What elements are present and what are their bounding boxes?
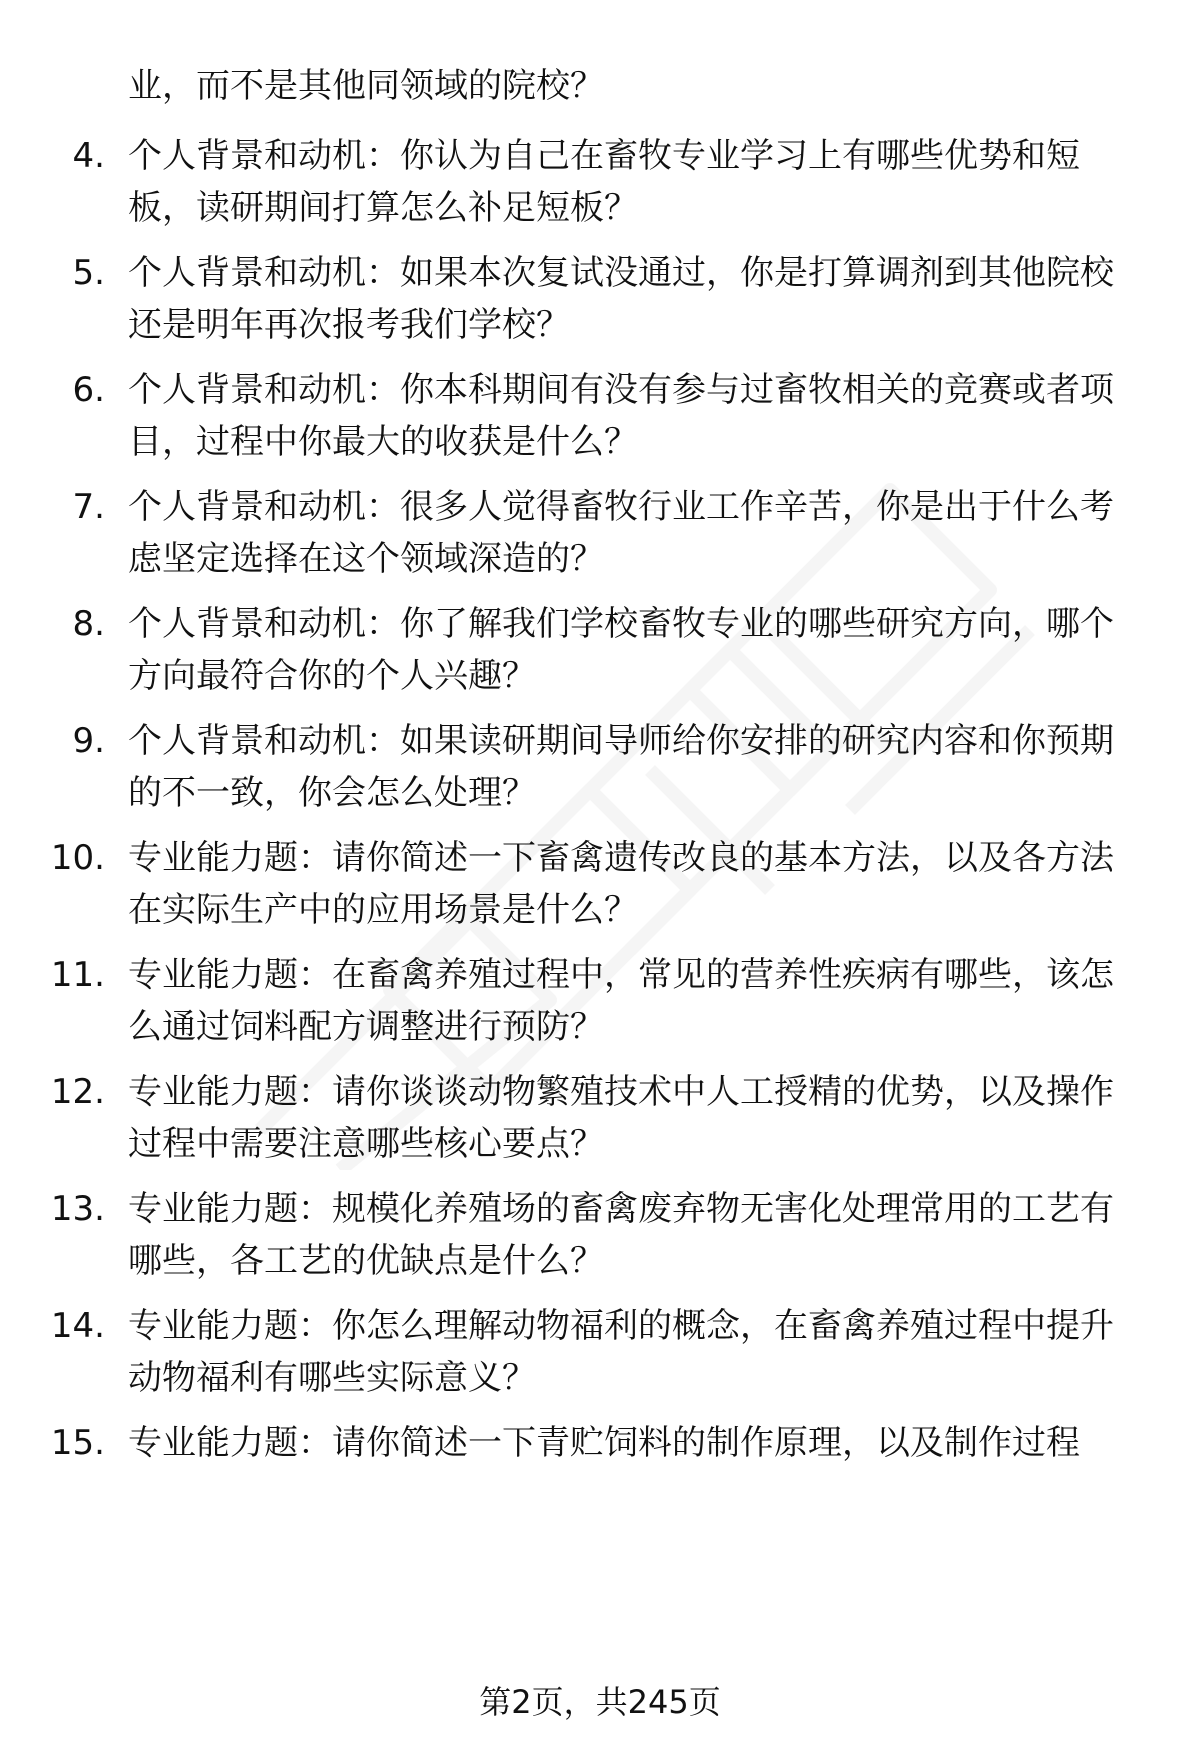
question-text: 个人背景和动机：你了解我们学校畜牧专业的哪些研究方向，哪个方向最符合你的个人兴趣？ xyxy=(128,604,1114,696)
question-number: 12. xyxy=(50,1072,105,1112)
question-number: 14. xyxy=(50,1306,105,1346)
question-number: 11. xyxy=(50,955,105,995)
question-number: 4. xyxy=(72,136,105,176)
question-text: 专业能力题：请你谈谈动物繁殖技术中人工授精的优势，以及操作过程中需要注意哪些核心要点？ xyxy=(128,1072,1114,1164)
question-text: 专业能力题：在畜禽养殖过程中，常见的营养性疾病有哪些，该怎么通过饲料配方调整进行预防？ xyxy=(128,955,1114,1047)
continuation-text: 业，而不是其他同领域的院校？ xyxy=(128,66,604,106)
question-text: 专业能力题：你怎么理解动物福利的概念，在畜禽养殖过程中提升动物福利有哪些实际意义？ xyxy=(128,1306,1114,1398)
question-text: 个人背景和动机：你本科期间有没有参与过畜牧相关的竞赛或者项目，过程中你最大的收获是什么？ xyxy=(128,370,1114,462)
question-number: 5. xyxy=(72,253,105,293)
question-text: 个人背景和动机：如果读研期间导师给你安排的研究内容和你预期的不一致，你会怎么处理？ xyxy=(128,721,1114,813)
question-number: 6. xyxy=(72,370,105,410)
question-number: 13. xyxy=(50,1189,105,1229)
question-text: 个人背景和动机：如果本次复试没通过，你是打算调剂到其他院校还是明年再次报考我们学校？ xyxy=(128,253,1114,345)
question-text: 专业能力题：规模化养殖场的畜禽废弃物无害化处理常用的工艺有哪些，各工艺的优缺点是什么？ xyxy=(128,1189,1114,1281)
question-number: 8. xyxy=(72,604,105,644)
question-number: 15. xyxy=(50,1423,105,1463)
question-number: 9. xyxy=(72,721,105,761)
question-text: 个人背景和动机：很多人觉得畜牧行业工作辛苦，你是出于什么考虑坚定选择在这个领域深造的？ xyxy=(128,487,1114,579)
question-text: 专业能力题：请你简述一下青贮饲料的制作原理，以及制作过程 xyxy=(128,1423,1080,1463)
question-number: 10. xyxy=(50,838,105,878)
question-text: 专业能力题：请你简述一下畜禽遗传改良的基本方法，以及各方法在实际生产中的应用场景是什么？ xyxy=(128,838,1114,930)
page-footer: 第2页，共245页 xyxy=(479,1683,721,1721)
question-text: 个人背景和动机：你认为自己在畜牧专业学习上有哪些优势和短板，读研期间打算怎么补足短板？ xyxy=(128,136,1080,228)
question-number: 7. xyxy=(72,487,105,527)
